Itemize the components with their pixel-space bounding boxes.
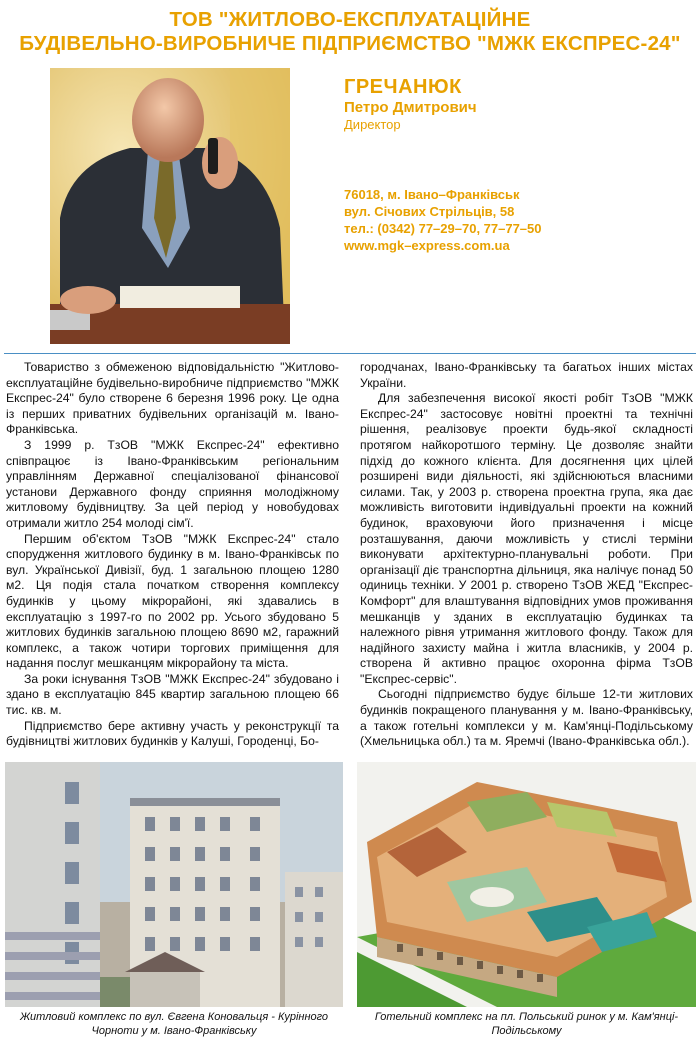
paragraph: Сьогодні підприємство будує більше 12-ти житлових будинків покращеного планування у м. Івано-Франківську, а також готельні комплекси у м. Кам'янці-Подільському (Хмельницька обл.) та м. Яремчі (Івано-Франківська обл.).: [360, 687, 693, 749]
hotel-complex-illustration: [357, 762, 696, 1007]
contact-block: [344, 186, 694, 254]
director-name: Петро Дмитрович: [344, 99, 477, 116]
paragraph: За роки існування ТзОВ "МЖК Експрес-24" збудовано і здано в експлуатацію 845 квартир загальною площею 66 тис. кв. м.: [6, 671, 339, 718]
paragraph: Товариство з обмеженою відповідальністю "Житлово-експлуатаційне будівельно-виробниче підприємство "МЖК Експрес-24" було створене 6 березня 1996 року. Це одна із перших приватних будівельних організацій м. Івано-Франківська.: [6, 360, 339, 437]
paragraph-continuation: городчанах, Івано-Франківську та багатьох інших містах України.: [360, 360, 693, 390]
address-postal: 76018, м. Івано–Франківськ: [344, 187, 520, 202]
paragraph: Першим об'єктом ТзОВ "МЖК Експрес-24" стало спорудження житлового будинку в м. Івано-Франківськ по вул. Української Дивізії, буд. 1 загальною площею 1280 м2. Ця подія стала початком створення комплексу будинків у цьому мікрорайоні, які здавались в експлуатацію з 1997-го по 2002 рр. Усього збудовано 5 житлових будинків загальною площею 8690 м2, гаражний комплекс, а також чотири торгових приміщення для надання послуг мешканцям мікрорайону та міста.: [6, 531, 339, 671]
section-divider: [4, 353, 696, 354]
residential-complex-illustration: [5, 762, 343, 1007]
address-street: вул. Січових Стрільців, 58: [344, 204, 515, 219]
director-surname: ГРЕЧАНЮК: [344, 76, 462, 98]
paragraph: Підприємство бере активну участь у реконструкції та будівництві житлових будинків у Калуші, Городенці, Бо-: [6, 718, 339, 749]
article-column-left: [6, 360, 339, 750]
article-column-right: [360, 360, 693, 750]
title-line-2: БУДІВЕЛЬНО-ВИРОБНИЧЕ ПІДПРИЄМСТВО "МЖК ЕКСПРЕС-24": [19, 32, 681, 55]
title-line-1: ТОВ "ЖИТЛОВО-ЕКСПЛУАТАЦІЙНЕ: [169, 8, 531, 31]
hotel-complex-render: [357, 762, 696, 1007]
paragraph: Для забезпечення високої якості робіт ТзОВ "МЖК Експрес-24" застосовує новітні проектні та технічні рішення, реалізовує проекти будь-якої складності протягом найкоротшого терміну. Це дозволяє знайти підхід до кожного клієнта. Для досягнення цих цілей розширені види діяльності, які здійснюються власними силами. Так, у 2003 р. створена проектна група, яка дає можливість виготовити індивідуальні проекти на кожний будинок, враховуючи його призначення і місце розташування, даючи можливість у стислі терміни виконувати архітектурно-планувальні роботи. При організації діє транспортна дільниця, яка налічує понад 50 одиниць техніки. У 2001 р. створено ТзОВ ЖЕД "Експрес-Комфорт" для влаштування відповідних умов проживання мешканців у зданих в експлуатацію будинках та належного рівня утримання житлового фонду. Також для надійного захисту майна і житла власників, у 2004 р. створена й активно працює охоронна фірма ТзОВ "Експрес-сервіс".: [360, 391, 693, 686]
director-portrait: [50, 68, 290, 344]
page-title: [0, 8, 700, 56]
portrait-illustration: [50, 68, 290, 344]
director-position: Директор: [344, 117, 401, 132]
caption-hotel-complex: Готельний комплекс на пл. Польський ринок у м. Кам'янці-Подільському: [374, 1011, 679, 1037]
phone-numbers: тел.: (0342) 77–29–70, 77–77–50: [344, 221, 542, 236]
director-info: [344, 76, 684, 133]
website-link[interactable]: www.mgk–express.com.ua: [344, 238, 510, 253]
residential-complex-photo: [5, 762, 343, 1007]
paragraph: З 1999 р. ТзОВ "МЖК Експрес-24" ефективно співпрацює із Івано-Франківським регіональним управлінням Державної спеціалізованої фінансової установи Державного фонду сприяння молодіжному житловому будівництву. За цей період у новобудовах отримали житло 254 молоді сім'ї.: [6, 437, 339, 530]
caption-residential-complex: Житловий комплекс по вул. Євгена Коновальця - Курінного Чорноти у м. Івано-Франківську: [19, 1011, 329, 1037]
